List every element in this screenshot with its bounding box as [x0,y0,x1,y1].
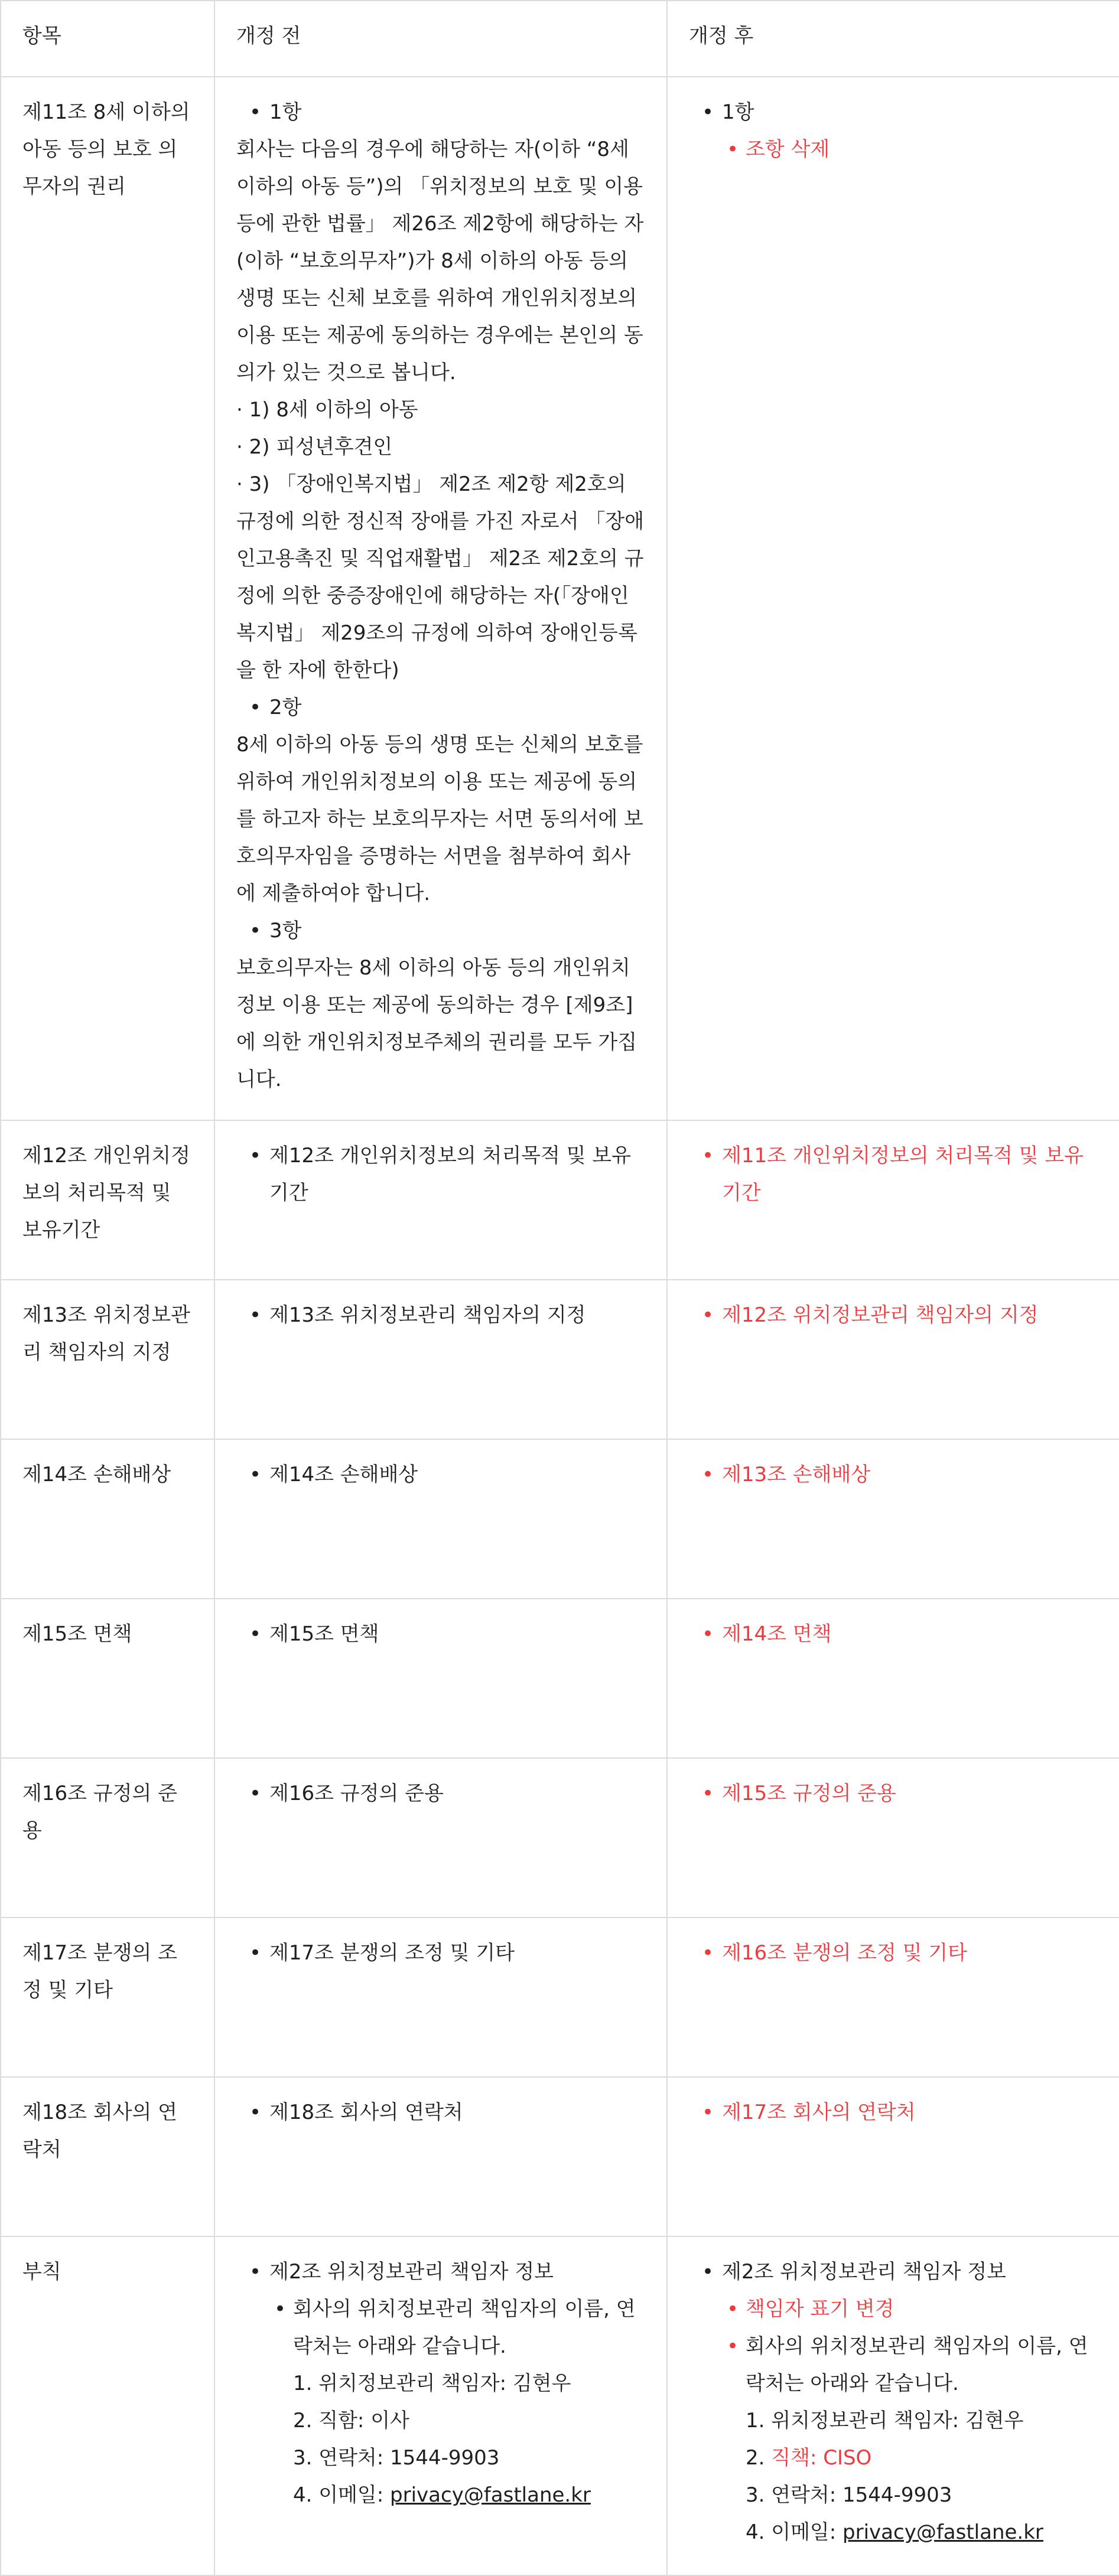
after-cell: • 제14조 면책 [667,1599,1119,1758]
paragraph-label: • 1항 • 조항 삭제 [689,94,1098,168]
item-cell: 제12조 개인위치정보의 처리목적 및 보유기간 [1,1120,214,1280]
contact-list: 1. 위치정보관리 책임자: 김현우 2. 직함: 이사 3. 연락처: 1544-9903 4. 이메일: privacy@fastlane.kr [293,2372,591,2507]
contact-list: 1. 위치정보관리 책임자: 김현우 2. 직책: CISO 3. 연락처: 1544-9903 4. 이메일: privacy@fastlane.kr [746,2409,1043,2544]
before-cell: • 제14조 손해배상 [214,1439,667,1599]
table-row [1,1918,1119,2077]
table-row [1,1599,1119,1758]
supplement-title: 제2조 위치정보관리 책임자 정보 [269,2260,554,2284]
item-cell: 제18조 회사의 연락처 [1,2077,214,2236]
before-cell: • 제17조 분쟁의 조정 및 기타 [214,1918,667,2077]
table-row [1,1120,1119,1280]
paragraph-text: 8세 이하의 아동 등의 생명 또는 신체의 보호를 위하여 개인위치정보의 이용 또는 제공에 동의를 하고자 하는 보호의무자는 서면 동의서에 보호의무자임을 증명하는 서면을 첨부하여 회사에 제출하여야 합니다. [236,733,643,905]
before-cell [214,77,667,1120]
table-row [1,1280,1119,1439]
changed-title: 직책: CISO [771,2446,872,2470]
before-cell: • 제16조 규정의 준용 [214,1758,667,1918]
after-cell: • 제2조 위치정보관리 책임자 정보 • 책임자 표기 변경 • 회사의 위치정보관리 책임자의 이름, 연락처는 아래와 같습니다. 1. 위치정보관리 책임자: 김현우 2. 직책: CISO 3. 연락처: 1544-9903 4. 이메일: privacy@fastlane.kr [667,2236,1119,2575]
table-row [1,77,1119,1120]
sub-item: · 1) 8세 이하의 아동 [236,398,418,422]
table-row [1,1439,1119,1599]
before-cell: • 제2조 위치정보관리 책임자 정보 • 회사의 위치정보관리 책임자의 이름, 연락처는 아래와 같습니다. 1. 위치정보관리 책임자: 김현우 2. 직함: 이사 3. 연락처: 1544-9903 4. 이메일: privacy@fastlane.kr [214,2236,667,2575]
paragraph-text: 보호의무자는 8세 이하의 아동 등의 개인위치정보 이용 또는 제공에 동의하는 경우 [제9조]에 의한 개인위치정보주체의 권리를 모두 가집니다. [236,956,637,1091]
table-row [1,1758,1119,1918]
change-note: • 책임자 표기 변경 [722,2291,1098,2328]
item-cell: 제14조 손해배상 [1,1439,214,1599]
after-cell: • 제17조 회사의 연락처 [667,2077,1119,2236]
email-link[interactable]: privacy@fastlane.kr [842,2520,1043,2544]
table-header-row [1,1,1119,77]
item-cell: 제15조 면책 [1,1599,214,1758]
table-row [1,2077,1119,2236]
after-cell: • 제13조 손해배상 [667,1439,1119,1599]
after-cell: • 제15조 규정의 준용 [667,1758,1119,1918]
paragraph-text: 회사는 다음의 경우에 해당하는 자(이하 “8세 이하의 아동 등”)의 「위치정보의 보호 및 이용 등에 관한 법률」 제26조 제2항에 해당하는 자(이하 “보호의무자”)가 8세 이하의 아동 등의 생명 또는 신체 보호를 위하여 개인위치정보의 이용 또는 제공에 동의하는 경우에는 본인의 동의가 있는 것으로 봅니다. [236,138,644,384]
before-cell: • 제12조 개인위치정보의 처리목적 및 보유기간 [214,1120,667,1280]
item-cell: 제16조 규정의 준용 [1,1758,214,1918]
item-cell: 부칙 [1,2236,214,2575]
paragraph-label: • 1항 [236,94,645,131]
change-note: • 조항 삭제 [722,131,1098,168]
header-before: 개정 전 [214,1,667,77]
email-link[interactable]: privacy@fastlane.kr [390,2483,591,2507]
after-cell [667,77,1119,1120]
header-item: 항목 [1,1,214,77]
paragraph-label: • 2항 [236,689,645,726]
item-cell: 제13조 위치정보관리 책임자의 지정 [1,1280,214,1439]
before-cell: • 제13조 위치정보관리 책임자의 지정 [214,1280,667,1439]
after-cell: • 제16조 분쟁의 조정 및 기타 [667,1918,1119,2077]
sub-item: · 3) 「장애인복지법」 제2조 제2항 제2호의 규정에 의한 정신적 장애를 가진 자로서 「장애인고용촉진 및 직업재활법」 제2조 제2호의 규정에 의한 중증장애인에 해당하는 자(「장애인복지법」 제29조의 규정에 의하여 장애인등록을 한 자에 한한다) [236,472,645,682]
item-cell: 제17조 분쟁의 조정 및 기타 [1,1918,214,2077]
header-after: 개정 후 [667,1,1119,77]
table-row [1,2236,1119,2575]
before-cell: • 제18조 회사의 연락처 [214,2077,667,2236]
after-cell: • 제11조 개인위치정보의 처리목적 및 보유기간 [667,1120,1119,1280]
supplement-title: 제2조 위치정보관리 책임자 정보 [722,2260,1007,2284]
after-cell: • 제12조 위치정보관리 책임자의 지정 [667,1280,1119,1439]
item-cell: 제11조 8세 이하의 아동 등의 보호 의무자의 권리 [1,77,214,1120]
before-cell: • 제15조 면책 [214,1599,667,1758]
paragraph-label: • 3항 [236,912,645,950]
sub-item: · 2) 피성년후견인 [236,435,393,459]
